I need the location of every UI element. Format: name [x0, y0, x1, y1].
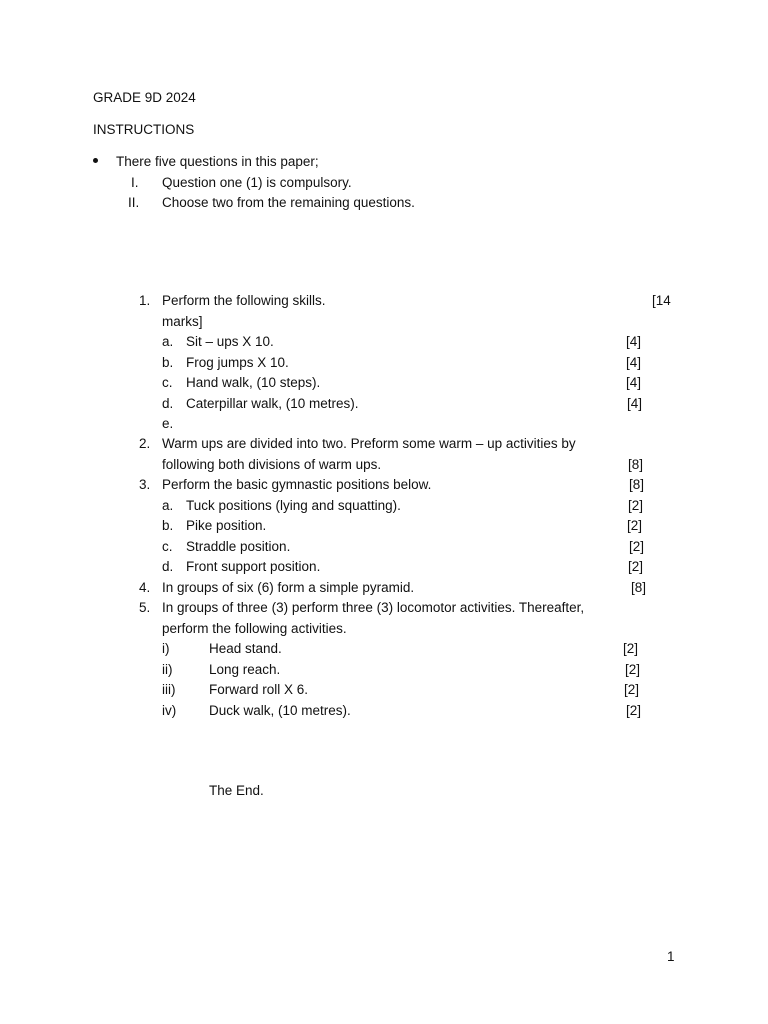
sub-item-marks: [4] — [626, 355, 642, 370]
sub-item-label: e. — [162, 416, 174, 431]
sub-item-label: c. — [162, 539, 173, 554]
instructions-bullet-text: There five questions in this paper; — [116, 154, 319, 169]
sub-item-text: Caterpillar walk, (10 metres). — [186, 396, 359, 411]
question-marks: [8] — [628, 457, 644, 472]
sub-item-label: iii) — [162, 682, 176, 697]
question-marks: [14 — [652, 293, 671, 308]
sub-item-label: iv) — [162, 703, 177, 718]
sub-item-marks: [4] — [626, 334, 642, 349]
sub-item-label: ii) — [162, 662, 173, 677]
instruction-item-number: II. — [128, 195, 140, 210]
instruction-item-number: I. — [131, 175, 139, 190]
sub-item-text: Long reach. — [209, 662, 281, 677]
question-number: 4. — [139, 580, 151, 595]
instruction-item-text: Question one (1) is compulsory. — [162, 175, 352, 190]
instruction-item-text: Choose two from the remaining questions. — [162, 195, 415, 210]
sub-item-marks: [2] — [623, 641, 639, 656]
sub-item-text: Tuck positions (lying and squatting). — [186, 498, 401, 513]
sub-item-marks: [2] — [628, 498, 644, 513]
sub-item-marks: [2] — [624, 682, 640, 697]
sub-item-label: c. — [162, 375, 173, 390]
sub-item-text: Straddle position. — [186, 539, 291, 554]
page-number: 1 — [667, 949, 675, 964]
sub-item-marks: [2] — [628, 559, 644, 574]
sub-item-text: Forward roll X 6. — [209, 682, 309, 697]
sub-item-label: a. — [162, 498, 174, 513]
sub-item-label: d. — [162, 396, 174, 411]
sub-item-marks: [4] — [626, 375, 642, 390]
question-text: Perform the following skills. — [162, 293, 326, 308]
grade-heading: GRADE 9D 2024 — [93, 90, 196, 105]
sub-item-text: Front support position. — [186, 559, 321, 574]
end-text: The End. — [209, 783, 264, 798]
sub-item-label: a. — [162, 334, 174, 349]
question-text-continued: following both divisions of warm ups. — [162, 457, 382, 472]
question-number: 5. — [139, 600, 151, 615]
question-number: 3. — [139, 477, 151, 492]
sub-item-label: d. — [162, 559, 174, 574]
sub-item-text: Frog jumps X 10. — [186, 355, 289, 370]
question-marks: [8] — [629, 477, 645, 492]
sub-item-text: Sit – ups X 10. — [186, 334, 274, 349]
question-text: Perform the basic gymnastic positions below. — [162, 477, 432, 492]
question-text-continued: perform the following activities. — [162, 621, 347, 636]
question-number: 2. — [139, 436, 151, 451]
sub-item-marks: [2] — [625, 662, 641, 677]
question-text: Warm ups are divided into two. Preform some warm – up activities by — [162, 436, 576, 451]
sub-item-marks: [2] — [626, 703, 642, 718]
instructions-heading: INSTRUCTIONS — [93, 122, 195, 137]
sub-item-text: Head stand. — [209, 641, 282, 656]
question-marks-wrap: marks] — [162, 314, 203, 329]
question-marks: [8] — [631, 580, 647, 595]
question-text: In groups of three (3) perform three (3) locomotor activities. Thereafter, — [162, 600, 585, 615]
sub-item-label: b. — [162, 518, 174, 533]
sub-item-marks: [2] — [627, 518, 643, 533]
question-number: 1. — [139, 293, 151, 308]
sub-item-text: Duck walk, (10 metres). — [209, 703, 351, 718]
sub-item-label: i) — [162, 641, 170, 656]
sub-item-label: b. — [162, 355, 174, 370]
sub-item-marks: [4] — [627, 396, 643, 411]
bullet-icon — [93, 158, 98, 163]
sub-item-text: Pike position. — [186, 518, 267, 533]
sub-item-text: Hand walk, (10 steps). — [186, 375, 321, 390]
question-text: In groups of six (6) form a simple pyramid. — [162, 580, 415, 595]
sub-item-marks: [2] — [629, 539, 645, 554]
